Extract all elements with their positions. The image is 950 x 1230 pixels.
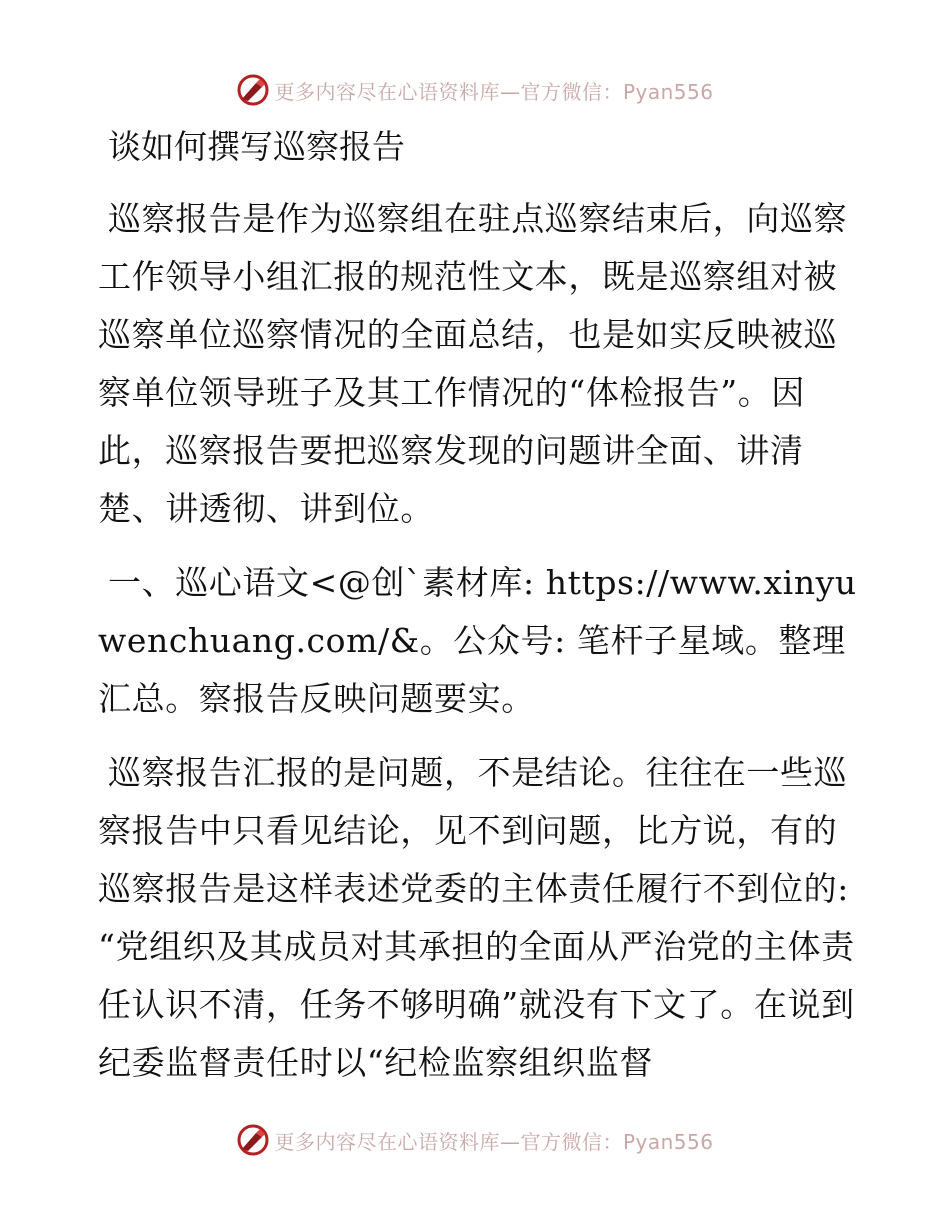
pen-nib-logo-icon — [236, 1123, 270, 1157]
paragraph: 一、巡心语文<@创`素材库: https://www.xinyuwenchuang.com/&。公众号: 笔杆子星域。整理汇总。察报告反映问题要实。 — [98, 563, 857, 718]
document-body — [98, 118, 858, 1108]
banner-text: 更多内容尽在心语资料库—官方微信：Pyan556 — [274, 79, 714, 104]
footer-banner — [0, 1120, 950, 1160]
paragraph: 巡察报告是作为巡察组在驻点巡察结束后，向巡察工作领导小组汇报的规范性文本，既是巡察组对被巡察单位巡察情况的全面总结，也是如实反映被巡察单位领导班子及其工作情况的“体检报告”。因此，巡察报告要把巡察发现的问题讲全面、讲清楚、讲透彻、讲到位。 — [98, 199, 848, 528]
header-banner — [0, 70, 950, 110]
paragraph: 巡察报告汇报的是问题，不是结论。往往在一些巡察报告中只看见结论，见不到问题，比方说，有的巡察报告是这样表述党委的主体责任履行不到位的: “党组织及其成员对其承担的全面从严治党的主体责任认识不清，任务不够明确”就没有下文了。在说到纪委监督责任时以“纪检监察组织监督 — [98, 753, 855, 1082]
document-title: 谈如何撰写巡察报告 — [108, 127, 405, 166]
banner-text: 更多内容尽在心语资料库—官方微信：Pyan556 — [274, 1129, 714, 1154]
pen-nib-logo-icon — [236, 73, 270, 107]
